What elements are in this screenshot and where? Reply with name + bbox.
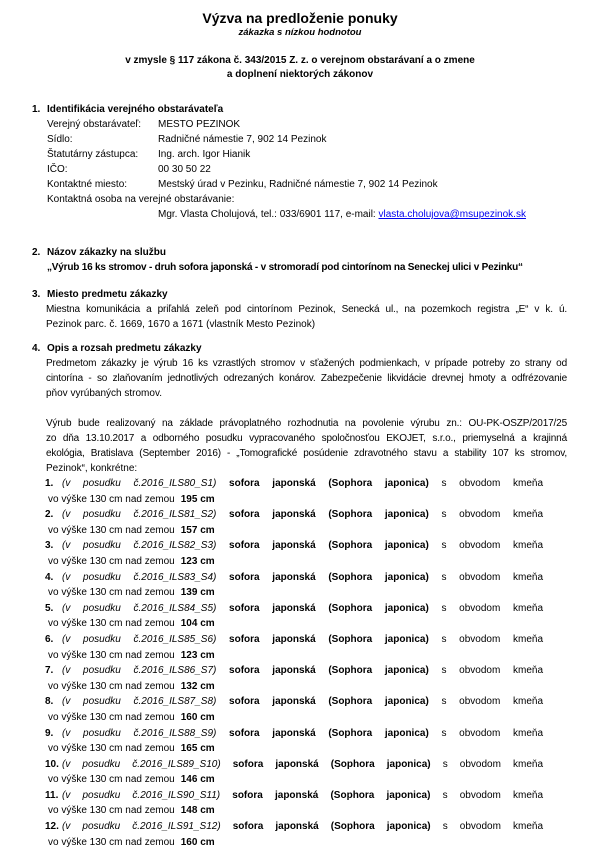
tree-girth-value: 160 cm bbox=[180, 711, 215, 723]
tree-girth-intro: s obvodom kmeňa bbox=[442, 821, 544, 833]
tree-list bbox=[0, 476, 600, 850]
field-row bbox=[47, 177, 600, 192]
tree-item-line2 bbox=[48, 585, 600, 601]
field-label: Sídlo: bbox=[47, 134, 73, 145]
tree-list-item bbox=[0, 570, 600, 601]
tree-girth-intro: s obvodom kmeňa bbox=[441, 478, 544, 489]
paragraph-line: cintorína - so zlaňovaním jednotlivých odrezaných konárov. Zabezpečenie likvidácie drevnej hmoty a odfrézovanie bbox=[46, 373, 567, 384]
tree-girth-value: 157 cm bbox=[180, 524, 215, 536]
paragraph-line: Pezinok parc. č. 1669, 1670 a 1671 (vlastník Mesto Pezinok) bbox=[46, 319, 316, 330]
tree-item-line2 bbox=[48, 772, 600, 788]
tree-list-item bbox=[0, 538, 600, 569]
tree-species: sofora japonská (Sophora japonica) bbox=[229, 478, 429, 489]
tree-item-number: 6. bbox=[45, 633, 54, 645]
tree-height-prefix: vo výške 130 cm nad zemou bbox=[48, 649, 175, 661]
tree-girth-value: 123 cm bbox=[180, 649, 215, 661]
tree-assessment-ref: (v posudku č.2016_ILS80_S1) bbox=[62, 478, 217, 489]
tree-height-prefix: vo výške 130 cm nad zemou bbox=[48, 774, 175, 786]
tree-item-number: 2. bbox=[45, 509, 54, 521]
tree-assessment-ref: (v posudku č.2016_ILS81_S2) bbox=[62, 509, 217, 521]
paragraph-line: Pezinok“, konkrétne: bbox=[46, 463, 138, 474]
tree-height-prefix: vo výške 130 cm nad zemou bbox=[48, 618, 175, 630]
tree-species: sofora japonská (Sophora japonica) bbox=[232, 758, 431, 770]
tree-girth-value: 160 cm bbox=[180, 836, 215, 848]
contact-person-text: Mgr. Vlasta Cholujová, tel.: 033/6901 117, e-mail: bbox=[158, 209, 379, 220]
tree-species: sofora japonská (Sophora japonica) bbox=[229, 540, 429, 552]
tree-item-line1 bbox=[62, 601, 543, 617]
place-paragraph bbox=[46, 302, 567, 332]
section-heading-text: Miesto predmetu zákazky bbox=[47, 289, 168, 300]
tree-girth-value: 165 cm bbox=[180, 743, 215, 755]
section-heading-text: Názov zákazky na službu bbox=[47, 247, 166, 258]
tree-girth-value: 123 cm bbox=[180, 555, 215, 567]
tree-girth-value: 195 cm bbox=[180, 493, 215, 505]
tree-item-line1 bbox=[62, 632, 543, 648]
tree-item-line1 bbox=[62, 726, 543, 742]
tree-item-line1 bbox=[62, 663, 543, 679]
tree-item-line2 bbox=[48, 679, 600, 695]
tree-height-prefix: vo výške 130 cm nad zemou bbox=[48, 805, 175, 817]
tree-girth-value: 139 cm bbox=[180, 587, 215, 599]
paragraph-line: zo dňa 13.10.2017 a odborného posudku vypracovaného spoločnosťou EKOJET, s.r.o., priemyselná a krajinná bbox=[46, 433, 567, 444]
tree-item-number: 12. bbox=[45, 821, 59, 833]
field-label: Štatutárny zástupca: bbox=[47, 149, 139, 160]
tree-assessment-ref: (v posudku č.2016_ILS91_S12) bbox=[62, 821, 221, 833]
field-label: Kontaktné miesto: bbox=[47, 179, 128, 190]
tree-item-number: 9. bbox=[45, 727, 54, 739]
tree-height-prefix: vo výške 130 cm nad zemou bbox=[48, 555, 175, 567]
tree-list-item bbox=[0, 694, 600, 725]
tree-girth-intro: s obvodom kmeňa bbox=[441, 665, 544, 677]
tree-height-prefix: vo výške 130 cm nad zemou bbox=[48, 836, 175, 848]
section-place bbox=[0, 287, 600, 332]
field-value: 00 30 50 22 bbox=[158, 164, 211, 175]
tree-assessment-ref: (v posudku č.2016_ILS84_S5) bbox=[62, 602, 217, 614]
field-value: MESTO PEZINOK bbox=[158, 119, 241, 130]
tree-height-prefix: vo výške 130 cm nad zemou bbox=[48, 587, 175, 599]
tree-girth-intro: s obvodom kmeňa bbox=[442, 789, 544, 801]
email-link[interactable]: vlasta.cholujova@msupezinok.sk bbox=[378, 209, 526, 220]
section-identification bbox=[0, 102, 600, 222]
tree-girth-value: 104 cm bbox=[180, 618, 215, 630]
tree-item-number: 5. bbox=[45, 602, 54, 614]
section-heading bbox=[0, 102, 600, 117]
tree-height-prefix: vo výške 130 cm nad zemou bbox=[48, 493, 175, 505]
tree-height-prefix: vo výške 130 cm nad zemou bbox=[48, 743, 175, 755]
field-row bbox=[47, 132, 600, 147]
tree-item-number: 8. bbox=[45, 696, 54, 708]
tree-species: sofora japonská (Sophora japonica) bbox=[229, 665, 429, 677]
tree-girth-intro: s obvodom kmeňa bbox=[441, 540, 544, 552]
tree-item-line2 bbox=[48, 616, 600, 632]
field-label: Verejný obstarávateľ: bbox=[47, 119, 142, 130]
identification-rows bbox=[0, 117, 600, 192]
tree-list-item bbox=[0, 819, 600, 850]
tree-item-line2 bbox=[48, 710, 600, 726]
section-number: 1. bbox=[32, 104, 41, 115]
tree-species: sofora japonská (Sophora japonica) bbox=[229, 633, 429, 645]
legal-reference-line-1: v zmysle § 117 zákona č. 343/2015 Z. z. o verejnom obstarávaní a o zmene bbox=[125, 55, 475, 66]
tree-item-line2 bbox=[48, 741, 600, 757]
field-value: Ing. arch. Igor Hianik bbox=[158, 149, 251, 160]
tree-girth-value: 132 cm bbox=[180, 680, 215, 692]
tree-assessment-ref: (v posudku č.2016_ILS82_S3) bbox=[62, 540, 217, 552]
field-value: Mestský úrad v Pezinku, Radničné námestie 7, 902 14 Pezinok bbox=[158, 179, 438, 190]
tree-girth-intro: s obvodom kmeňa bbox=[441, 602, 544, 614]
tree-girth-intro: s obvodom kmeňa bbox=[441, 633, 544, 645]
scope-paragraph-2 bbox=[46, 416, 567, 476]
tree-species: sofora japonská (Sophora japonica) bbox=[229, 727, 429, 739]
section-heading bbox=[0, 245, 600, 260]
tree-height-prefix: vo výške 130 cm nad zemou bbox=[48, 524, 175, 536]
document-subtitle: zákazka s nízkou hodnotou bbox=[238, 27, 362, 38]
tree-girth-intro: s obvodom kmeňa bbox=[441, 509, 544, 521]
legal-reference bbox=[0, 54, 600, 82]
tree-assessment-ref: (v posudku č.2016_ILS87_S8) bbox=[62, 696, 217, 708]
tree-list-item bbox=[0, 476, 600, 507]
tree-girth-intro: s obvodom kmeňa bbox=[442, 758, 544, 770]
tree-list-item bbox=[0, 632, 600, 663]
section-heading-text: Opis a rozsah predmetu zákazky bbox=[47, 343, 202, 354]
tree-species: sofora japonská (Sophora japonica) bbox=[229, 696, 429, 708]
tree-species: sofora japonská (Sophora japonica) bbox=[229, 602, 429, 614]
paragraph-line: Predmetom zákazky je výrub 16 ks vzrastlých stromov v sťažených podmienkach, v prípade potreby zo strany od bbox=[46, 358, 567, 369]
tree-list-item bbox=[0, 507, 600, 538]
tree-list-item bbox=[0, 757, 600, 788]
tree-item-line2 bbox=[48, 648, 600, 664]
tree-item-line2 bbox=[48, 803, 600, 819]
tree-girth-value: 148 cm bbox=[180, 805, 215, 817]
tree-girth-intro: s obvodom kmeňa bbox=[441, 571, 544, 583]
paragraph-line: Výrub bude realizovaný na základe právoplatného rozhodnutia na povolenie výrubu zn.: OU-PK-OSZP/2017/25 bbox=[46, 418, 567, 429]
tree-assessment-ref: (v posudku č.2016_ILS85_S6) bbox=[62, 633, 217, 645]
section-heading bbox=[0, 341, 600, 356]
section-number: 3. bbox=[32, 289, 41, 300]
section-subject-name bbox=[0, 245, 600, 275]
tree-species: sofora japonská (Sophora japonica) bbox=[232, 789, 431, 801]
section-scope bbox=[0, 341, 600, 850]
section-number: 2. bbox=[32, 247, 41, 258]
tree-list-item bbox=[0, 726, 600, 757]
field-row bbox=[47, 147, 600, 162]
tree-item-line2 bbox=[48, 492, 600, 508]
tree-height-prefix: vo výške 130 cm nad zemou bbox=[48, 680, 175, 692]
field-label: IČO: bbox=[47, 164, 68, 175]
tree-item-line2 bbox=[48, 835, 600, 850]
tree-item-line1 bbox=[62, 819, 543, 835]
tree-item-number: 1. bbox=[45, 478, 54, 489]
tree-item-line2 bbox=[48, 523, 600, 539]
tree-item-number: 7. bbox=[45, 665, 54, 677]
section-heading bbox=[0, 287, 600, 302]
tree-item-number: 11. bbox=[45, 789, 59, 801]
section-number: 4. bbox=[32, 343, 41, 354]
tree-list-item bbox=[0, 601, 600, 632]
tree-assessment-ref: (v posudku č.2016_ILS88_S9) bbox=[62, 727, 217, 739]
tree-item-line2 bbox=[48, 554, 600, 570]
paragraph-line: ekológia, Bratislava (September 2016) - „Tomografické posúdenie zdravotného stavu a stability 107 ks stromov, bbox=[46, 448, 567, 459]
tree-list-item bbox=[0, 663, 600, 694]
paragraph-line: pňov vyrúbaných stromov. bbox=[46, 388, 162, 399]
tree-assessment-ref: (v posudku č.2016_ILS83_S4) bbox=[62, 571, 217, 583]
tree-item-line1 bbox=[62, 570, 543, 586]
tree-item-number: 10. bbox=[45, 758, 59, 770]
scope-paragraph-1 bbox=[46, 356, 567, 401]
tree-assessment-ref: (v posudku č.2016_ILS86_S7) bbox=[62, 665, 217, 677]
field-row bbox=[47, 162, 600, 177]
contact-person-label: Kontaktná osoba na verejné obstarávanie: bbox=[47, 194, 235, 205]
tree-assessment-ref: (v posudku č.2016_ILS90_S11) bbox=[62, 789, 221, 801]
subject-quote: „Výrub 16 ks stromov - druh sofora japonská - v stromoradí pod cintorínom na Seneckej ulici v Pezinku“ bbox=[47, 262, 523, 273]
tree-item-line1 bbox=[62, 788, 543, 804]
legal-reference-line-2: a doplnení niektorých zákonov bbox=[226, 69, 374, 80]
tree-list-item bbox=[0, 788, 600, 819]
tree-girth-intro: s obvodom kmeňa bbox=[441, 727, 544, 739]
contact-person-value bbox=[0, 207, 600, 222]
tree-item-number: 4. bbox=[45, 571, 54, 583]
tree-item-line1 bbox=[62, 694, 543, 710]
tree-girth-intro: s obvodom kmeňa bbox=[441, 696, 544, 708]
tree-girth-value: 146 cm bbox=[180, 774, 215, 786]
section-heading-text: Identifikácia verejného obstarávateľa bbox=[47, 104, 224, 115]
field-row bbox=[47, 117, 600, 132]
tree-assessment-ref: (v posudku č.2016_ILS89_S10) bbox=[62, 758, 221, 770]
paragraph-line: Miestna komunikácia a priľahlá zeleň pod cintorínom Pezinok, Senecká ul., na pozemkoch registra „E“ v k. ú. bbox=[46, 304, 567, 315]
tree-species: sofora japonská (Sophora japonica) bbox=[232, 821, 431, 833]
tree-item-line1 bbox=[62, 507, 543, 523]
tree-item-number: 3. bbox=[45, 540, 54, 552]
tree-item-line1 bbox=[62, 757, 543, 773]
tree-species: sofora japonská (Sophora japonica) bbox=[229, 571, 429, 583]
tree-item-line1 bbox=[62, 538, 543, 554]
tree-height-prefix: vo výške 130 cm nad zemou bbox=[48, 711, 175, 723]
tree-item-line1 bbox=[62, 476, 543, 492]
tree-species: sofora japonská (Sophora japonica) bbox=[229, 509, 429, 521]
field-value: Radničné námestie 7, 902 14 Pezinok bbox=[158, 134, 327, 145]
document-title: Výzva na predloženie ponuky bbox=[202, 10, 398, 26]
